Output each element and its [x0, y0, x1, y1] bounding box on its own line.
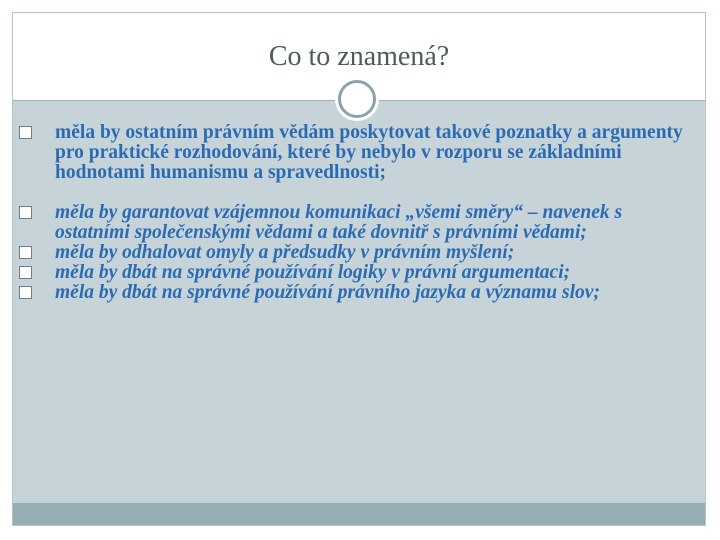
bullet-list — [13, 123, 693, 303]
bullet-text: měla by dbát na správné používání logiky v právní argumentaci; — [55, 262, 571, 283]
bullet-text: měla by odhalovat omyly a předsudky v právním myšlení; — [55, 242, 515, 263]
slide-title: Co to znamená? — [268, 41, 450, 72]
bullet-item-5 — [13, 283, 693, 303]
checkbox-bullet-icon — [19, 206, 32, 219]
circle-ornament-icon — [338, 80, 376, 118]
footer-bar — [13, 503, 705, 525]
bullet-item-4 — [13, 263, 693, 283]
bullet-item-1 — [13, 123, 693, 183]
bullet-item-3 — [13, 243, 693, 263]
slide-frame — [12, 12, 706, 526]
checkbox-bullet-icon — [19, 126, 32, 139]
bullet-item-2 — [13, 203, 693, 243]
checkbox-bullet-icon — [19, 286, 32, 299]
checkbox-bullet-icon — [19, 246, 32, 259]
bullet-text: měla by dbát na správné používání právního jazyka a významu slov; — [55, 282, 600, 303]
bullet-text: měla by garantovat vzájemnou komunikaci „všemi směry“ – navenek s ostatními společenskými vědami a také dovnitř s právními vědami; — [55, 202, 623, 243]
bullet-text: měla by ostatním právním vědám poskytovat takové poznatky a argumenty pro praktické rozhodování, které by nebylo v rozporu se základními hodnotami humanismu a spravedlnosti; — [55, 122, 683, 183]
checkbox-bullet-icon — [19, 266, 32, 279]
